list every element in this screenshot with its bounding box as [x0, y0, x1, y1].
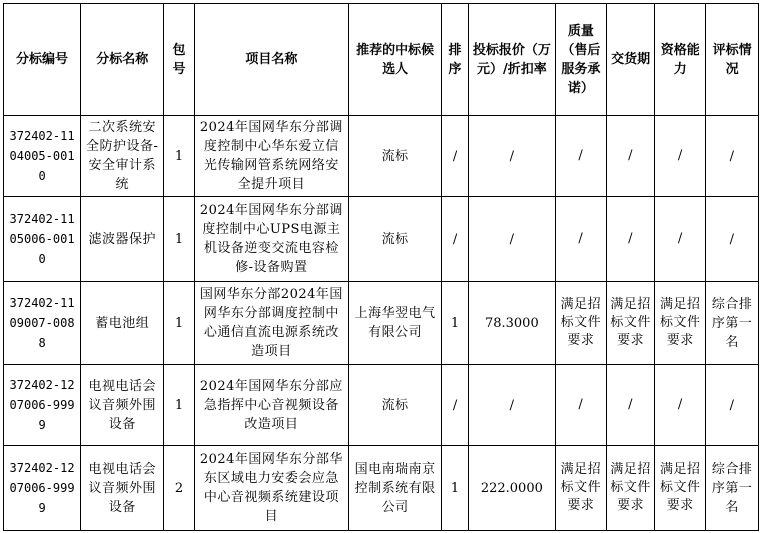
cell-rank: /: [442, 365, 468, 446]
header-lot-code: 分标编号: [4, 4, 81, 116]
table-row: [4, 446, 759, 531]
cell-lot-name: 滤波器保护: [81, 197, 164, 282]
cell-bid-price: 222.0000: [468, 446, 555, 531]
cell-package-no: 1: [164, 282, 194, 365]
cell-lot-name: 电视电话会议音频外围设备: [81, 446, 164, 531]
cell-package-no: 1: [164, 197, 194, 282]
cell-evaluation: /: [706, 365, 759, 446]
cell-lot-code: 372402-1207006-9999: [4, 446, 81, 531]
cell-candidate: 流标: [348, 197, 441, 282]
cell-candidate: 流标: [348, 116, 441, 197]
cell-lot-name: 蓄电池组: [81, 282, 164, 365]
cell-rank: /: [442, 116, 468, 197]
cell-package-no: 1: [164, 116, 194, 197]
cell-lot-code: 372402-1104005-0010: [4, 116, 81, 197]
cell-qualification: 满足招标文件要求: [655, 446, 706, 531]
cell-lot-name: 电视电话会议音频外围设备: [81, 365, 164, 446]
cell-delivery: /: [606, 365, 655, 446]
cell-package-no: 1: [164, 365, 194, 446]
table-row: [4, 282, 759, 365]
cell-evaluation: 综合排序第一名: [706, 282, 759, 365]
cell-qualification: /: [655, 197, 706, 282]
cell-delivery: /: [606, 197, 655, 282]
bid-result-table: [3, 3, 759, 531]
header-project-name: 项目名称: [194, 4, 348, 116]
cell-evaluation: /: [706, 116, 759, 197]
cell-lot-name: 二次系统安全防护设备-安全审计系统: [81, 116, 164, 197]
cell-candidate: 国电南瑞南京控制系统有限公司: [348, 446, 441, 531]
cell-package-no: 2: [164, 446, 194, 531]
cell-bid-price: /: [468, 116, 555, 197]
cell-project-name: 2024年国网华东分部调度控制中心华东爱立信光传输网管系统网络安全提升项目: [194, 116, 348, 197]
cell-quality: 满足招标文件要求: [555, 446, 606, 531]
header-quality: 质量（售后服务承诺）: [555, 4, 606, 116]
cell-candidate: 流标: [348, 365, 441, 446]
cell-qualification: /: [655, 116, 706, 197]
cell-lot-code: 372402-1109007-0088: [4, 282, 81, 365]
cell-bid-price: /: [468, 197, 555, 282]
cell-delivery: 满足招标文件要求: [606, 282, 655, 365]
header-delivery: 交货期: [606, 4, 655, 116]
cell-quality: 满足招标文件要求: [555, 282, 606, 365]
header-bid-price: 投标报价（万元）/折扣率: [468, 4, 555, 116]
cell-quality: /: [555, 197, 606, 282]
cell-qualification: /: [655, 365, 706, 446]
cell-project-name: 2024年国网华东分部应急指挥中心音视频设备改造项目: [194, 365, 348, 446]
cell-qualification: 满足招标文件要求: [655, 282, 706, 365]
cell-project-name: 2024年国网华东分部华东区域电力安委会应急中心音视频系统建设项目: [194, 446, 348, 531]
table-row: [4, 197, 759, 282]
cell-delivery: /: [606, 116, 655, 197]
cell-quality: /: [555, 116, 606, 197]
header-evaluation: 评标情况: [706, 4, 759, 116]
cell-evaluation: 综合排序第一名: [706, 446, 759, 531]
cell-project-name: 国网华东分部2024年国网华东分部调度控制中心通信直流电源系统改造项目: [194, 282, 348, 365]
cell-delivery: 满足招标文件要求: [606, 446, 655, 531]
cell-rank: 1: [442, 446, 468, 531]
cell-rank: /: [442, 197, 468, 282]
table-row: [4, 365, 759, 446]
table-header-row: [4, 4, 759, 116]
cell-bid-price: 78.3000: [468, 282, 555, 365]
header-package-no: 包号: [164, 4, 194, 116]
cell-evaluation: /: [706, 197, 759, 282]
header-lot-name: 分标名称: [81, 4, 164, 116]
header-rank: 排序: [442, 4, 468, 116]
header-qualification: 资格能力: [655, 4, 706, 116]
cell-bid-price: /: [468, 365, 555, 446]
cell-candidate: 上海华翌电气有限公司: [348, 282, 441, 365]
cell-quality: /: [555, 365, 606, 446]
cell-lot-code: 372402-1207006-9999: [4, 365, 81, 446]
cell-lot-code: 372402-1105006-0010: [4, 197, 81, 282]
table-row: [4, 116, 759, 197]
header-candidate: 推荐的中标候选人: [348, 4, 441, 116]
cell-project-name: 2024年国网华东分部调度控制中心UPS电源主机设备逆变交流电容检修-设备购置: [194, 197, 348, 282]
cell-rank: 1: [442, 282, 468, 365]
